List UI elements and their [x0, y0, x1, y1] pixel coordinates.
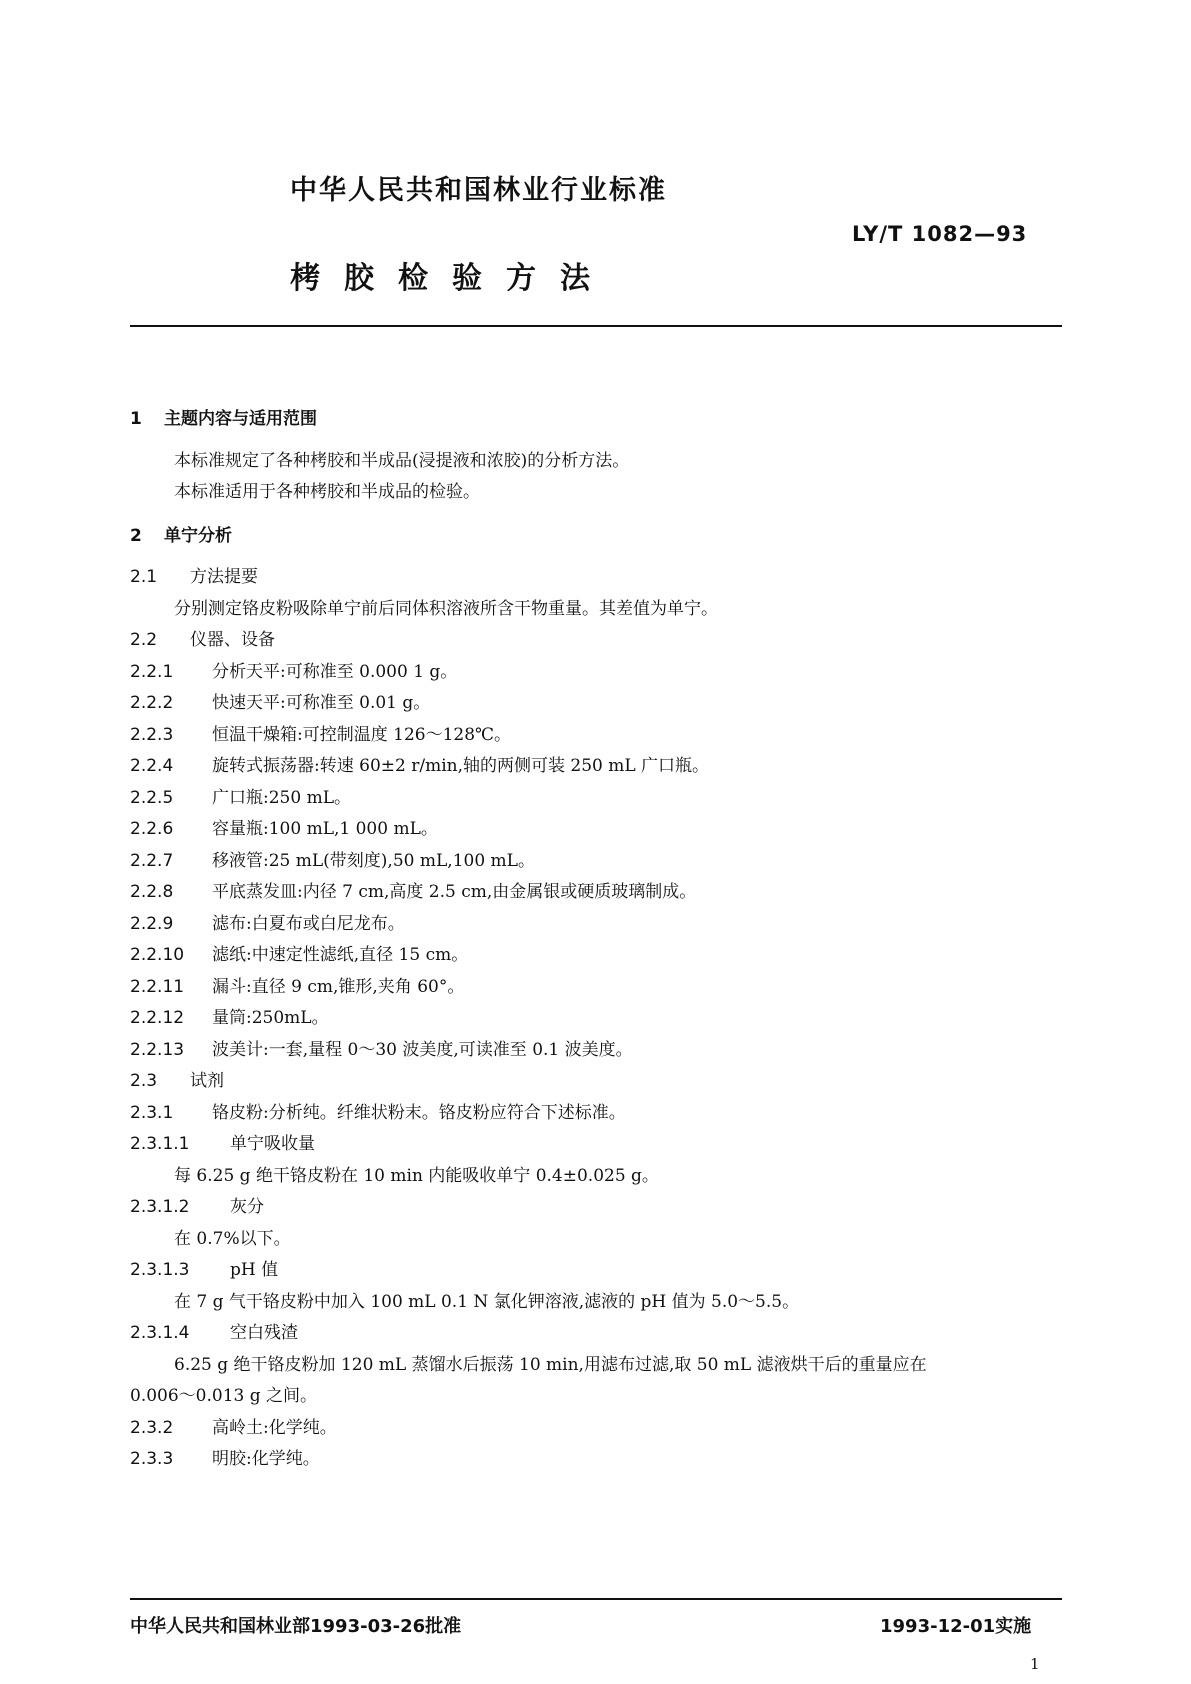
clause-number: 2.2.2 [130, 693, 174, 713]
clause-item [130, 720, 1062, 752]
clause-number: 2.2.4 [130, 756, 174, 776]
section-heading [130, 404, 1062, 436]
clause-text: 单宁吸收量 [230, 1134, 315, 1154]
clause-item [130, 1318, 1062, 1350]
clause-item [130, 1192, 1062, 1224]
paragraph: 在 0.7%以下。 [174, 1228, 291, 1249]
clause-item [130, 1003, 1062, 1035]
clause-text: 恒温干燥箱:可控制温度 126～128℃。 [212, 724, 512, 745]
clause-number: 2.1 [130, 567, 158, 587]
clause-text: 方法提要 [190, 567, 258, 587]
clause-number: 2.2.3 [130, 724, 174, 745]
clause-text: 平底蒸发皿:内径 7 cm,高度 2.5 cm,由金属银或硬质玻璃制成。 [212, 882, 697, 902]
clause-item [130, 1255, 1062, 1287]
clause-number: 2.2 [130, 630, 158, 650]
clause-text: 空白残渣 [230, 1323, 298, 1343]
clause-number: 2.2.10 [130, 945, 185, 965]
clause-text: pH 值 [230, 1260, 279, 1280]
page-number: 1 [1030, 1655, 1040, 1673]
section-title: 单宁分析 [164, 525, 232, 546]
clause-number: 2.2.6 [130, 819, 174, 839]
clause-text: 灰分 [230, 1197, 264, 1217]
clause-number: 2.3.1.2 [130, 1197, 190, 1217]
clause-number: 2.2.13 [130, 1039, 185, 1060]
clause-number: 2.2.5 [130, 787, 174, 808]
clause-item [130, 846, 1062, 878]
paragraph-continuation: 0.006～0.013 g 之间。 [130, 1386, 318, 1406]
clause-number: 2.2.8 [130, 882, 174, 902]
clause-item [130, 1035, 1062, 1067]
clause-text: 试剂 [190, 1071, 224, 1091]
paragraph: 6.25 g 绝干铬皮粉加 120 mL 蒸馏水后振荡 10 min,用滤布过滤,取 50 mL 滤液烘干后的重量应在 [174, 1354, 927, 1375]
clause-text: 广口瓶:250 mL。 [212, 787, 351, 808]
paragraph: 在 7 g 气干铬皮粉中加入 100 mL 0.1 N 氯化钾溶液,滤液的 pH 值为 5.0～5.5。 [174, 1291, 800, 1312]
clause-text: 明胶:化学纯。 [212, 1449, 320, 1469]
clause-text: 量筒:250mL。 [212, 1008, 329, 1028]
clause-number: 2.2.9 [130, 913, 174, 934]
standard-code: LY/T 1082—93 [852, 222, 1028, 246]
section-title: 主题内容与适用范围 [164, 409, 317, 429]
clause-number: 2.2.1 [130, 661, 174, 682]
clause-number: 2.3.1.4 [130, 1323, 190, 1343]
footer-rule [130, 1598, 1062, 1600]
clause-item [130, 972, 1062, 1004]
paragraph: 分别测定铬皮粉吸除单宁前后同体积溶液所含干物重量。其差值为单宁。 [174, 598, 718, 619]
document-body [130, 392, 1062, 1476]
clause-number: 2.3.3 [130, 1449, 174, 1469]
paragraph: 每 6.25 g 绝干铬皮粉在 10 min 内能吸收单宁 0.4±0.025 g。 [174, 1165, 659, 1186]
clause-item [130, 940, 1062, 972]
clause-number: 2.2.12 [130, 1008, 185, 1028]
approval-note: 中华人民共和国林业部1993-03-26批准 [130, 1616, 462, 1637]
clause-text: 仪器、设备 [190, 630, 275, 650]
effective-date: 1993-12-01实施 [880, 1616, 1032, 1637]
clause-item [130, 1098, 1062, 1130]
paragraph: 本标准适用于各种栲胶和半成品的检验。 [174, 482, 480, 502]
clause-item [130, 625, 1062, 657]
clause-text: 漏斗:直径 9 cm,锥形,夹角 60°。 [212, 976, 465, 997]
clause-item [130, 562, 1062, 594]
clause-text: 滤布:白夏布或白尼龙布。 [212, 913, 405, 934]
clause-item [130, 751, 1062, 783]
clause-item [130, 657, 1062, 689]
clause-text: 分析天平:可称准至 0.000 1 g。 [212, 661, 458, 682]
clause-item [130, 688, 1062, 720]
clause-item [130, 783, 1062, 815]
clause-item [130, 814, 1062, 846]
header-rule [130, 325, 1062, 327]
paragraph: 本标准规定了各种栲胶和半成品(浸提液和浓胶)的分析方法。 [174, 450, 630, 471]
clause-item [130, 877, 1062, 909]
clause-number: 2.3.1.3 [130, 1260, 190, 1280]
clause-number: 2.2.11 [130, 976, 185, 997]
section-heading [130, 521, 1062, 553]
clause-number: 2.2.7 [130, 850, 174, 871]
clause-text: 滤纸:中速定性滤纸,直径 15 cm。 [212, 945, 469, 965]
clause-text: 快速天平:可称准至 0.01 g。 [212, 693, 431, 713]
clause-text: 铬皮粉:分析纯。纤维状粉末。铬皮粉应符合下述标准。 [212, 1102, 626, 1123]
clause-item [130, 1413, 1062, 1445]
clause-text: 容量瓶:100 mL,1 000 mL。 [212, 819, 438, 839]
clause-number: 2.3.1 [130, 1102, 174, 1123]
clause-text: 旋转式振荡器:转速 60±2 r/min,轴的两侧可装 250 mL 广口瓶。 [212, 756, 710, 776]
clause-item [130, 1129, 1062, 1161]
standard-category: 中华人民共和国林业行业标准 [290, 175, 667, 206]
clause-text: 波美计:一套,量程 0～30 波美度,可读准至 0.1 波美度。 [212, 1039, 633, 1060]
section-number: 2 [130, 525, 142, 546]
document-title: 栲胶检验方法 [290, 261, 614, 296]
clause-item [130, 909, 1062, 941]
clause-text: 移液管:25 mL(带刻度),50 mL,100 mL。 [212, 850, 535, 871]
clause-number: 2.3 [130, 1071, 158, 1091]
clause-item [130, 1444, 1062, 1476]
clause-number: 2.3.1.1 [130, 1134, 190, 1154]
clause-text: 高岭土:化学纯。 [212, 1417, 337, 1438]
clause-number: 2.3.2 [130, 1417, 174, 1438]
clause-item [130, 1066, 1062, 1098]
section-number: 1 [130, 409, 142, 429]
